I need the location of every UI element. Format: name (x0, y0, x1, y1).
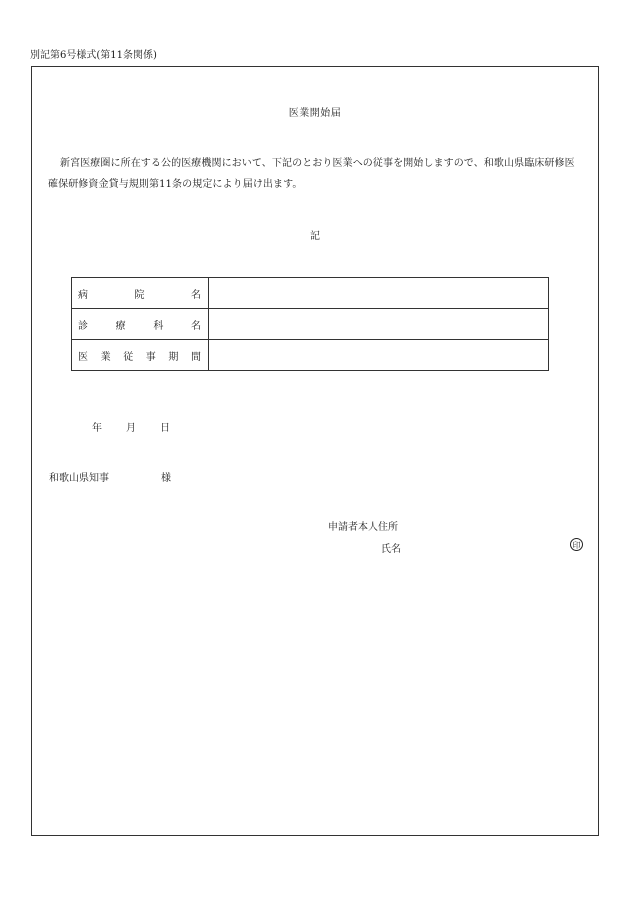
practice-period-field[interactable] (209, 340, 549, 371)
addressee-name: 和歌山県知事 (49, 473, 109, 484)
department-name-field[interactable] (209, 309, 549, 340)
hospital-name-label: 病院名 (72, 278, 209, 309)
details-table (71, 277, 549, 371)
table-row-practice-period (72, 340, 549, 371)
document-title: 医業開始届 (288, 108, 342, 119)
practice-period-label: 医業従事期間 (72, 340, 209, 371)
applicant-address-label: 申請者本人住所 (328, 522, 398, 533)
table-row-hospital-name (72, 278, 549, 309)
addressee-suffix: 様 (161, 473, 171, 484)
date-line (92, 419, 170, 434)
table-row-department (72, 309, 549, 340)
date-month: 月 (126, 423, 136, 434)
hospital-name-field[interactable] (209, 278, 549, 309)
date-year: 年 (92, 423, 102, 434)
date-day: 日 (160, 423, 170, 434)
applicant-name-label: 氏名 (381, 544, 401, 555)
form-number-label: 別記第6号様式(第11条関係) (30, 50, 157, 61)
ki-heading: 記 (310, 231, 320, 242)
seal-mark-icon: 印 (570, 538, 583, 551)
notification-body-text: 新宮医療圏に所在する公的医療機関において、下記のとおり医業への従事を開始しますので、和歌山県臨床研修医確保研修資金貸与規則第11条の規定により届け出ます。 (48, 158, 575, 190)
addressee (49, 469, 171, 484)
department-name-label: 診療科名 (72, 309, 209, 340)
